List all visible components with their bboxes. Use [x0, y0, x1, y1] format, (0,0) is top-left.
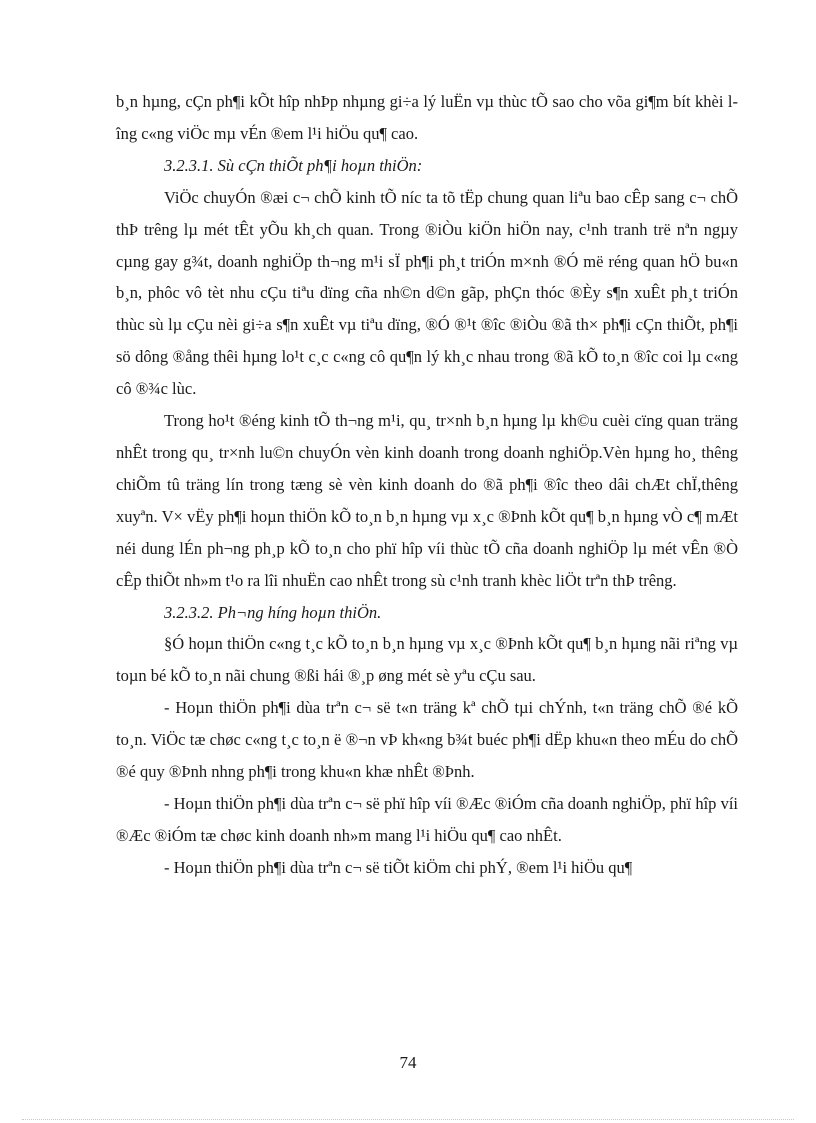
- page-number: 74: [399, 1053, 417, 1072]
- section-heading-3-2-3-1: 3.2.3.1. Sù cÇn thiÕt ph¶i hoµn thiÖn:: [164, 155, 423, 175]
- page-bottom-divider: [22, 1119, 794, 1120]
- paragraph: ViÖc chuyÓn ®æi c¬ chÕ kinh tÕ níc ta tõ tËp chung quan liªu bao cÊp sang c¬ chÕ thÞ trêng lµ mét tÊt yÕu kh¸ch quan. Trong ®iÒu kiÖn hiÖn nay, c¹nh tranh trë nªn ngµy cµng gay g¾t, doanh nghiÖp th¬ng m¹i sÏ ph¶i ph¸t triÓn m×nh ®Ó më réng quan hÖ bu«n b¸n, phôc vô tèt nhu cÇu tiªu dïng cña nh©n d©n gãp, phÇn thóc ®Èy s¶n xuÊt ph¸t triÓn thùc sù lµ cÇu nèi gi÷a s¶n xuÊt vµ tiªu dïng, ®Ó ®¹t ®îc ®iÒu ®ã th× ph¶i cÇn thiÕt, ph¶i sö dông ®ång thêi hµng lo¹t c¸c c«ng cô qu¶n lý kh¸c nhau trong ®ã kÕ to¸n ®îc coi lµ c«ng cô ®¾c lùc.: [116, 187, 738, 399]
- section-heading-3-2-3-2: 3.2.3.2. Ph¬ng híng hoµn thiÖn.: [164, 602, 382, 622]
- paragraph: §Ó hoµn thiÖn c«ng t¸c kÕ to¸n b¸n hµng vµ x¸c ®Þnh kÕt qu¶ b¸n hµng nãi riªng vµ toµn bé kÕ to¸n nãi chung ®ßi hái ®¸p øng mét sè yªu cÇu sau.: [116, 634, 738, 686]
- list-item: - Hoµn thiÖn ph¶i dùa trªn c¬ së phï hîp víi ®Æc ®iÓm cña doanh nghiÖp, phï hîp víi ®Æc ®iÓm tæ chøc kinh doanh nh»m mang l¹i hiÖu qu¶ cao nhÊt.: [116, 793, 738, 845]
- document-body: [116, 86, 738, 884]
- paragraph: Trong ho¹t ®éng kinh tÕ th¬ng m¹i, qu¸ tr×nh b¸n hµng lµ kh©u cuèi cïng quan träng nhÊt trong qu¸ tr×nh lu©n chuyÓn vèn kinh doanh trong doanh nghiÖp.Vèn hµng ho¸ thêng chiÕm tû träng lín trong tæng sè vèn kinh doanh do ®ã ph¶i ®îc theo dâi chÆt chÏ,thêng xuyªn. V× vËy ph¶i hoµn thiÖn kÕ to¸n b¸n hµng vµ x¸c ®Þnh kÕt qu¶ b¸n hµng vÒ c¶ mÆt néi dung lÉn ph¬ng ph¸p kÕ to¸n cho phï hîp víi thùc tÕ cña doanh nghiÖp lµ mét vÊn ®Ò cÊp thiÕt nh»m t¹o ra lîi nhuËn cao nhÊt trong sù c¹nh tranh khèc liÖt trªn thÞ trêng.: [116, 411, 738, 590]
- list-item: - Hoµn thiÖn ph¶i dùa trªn c¬ së t«n träng kª chÕ tµi chÝnh, t«n träng chÕ ®é kÕ to¸n. ViÖc tæ chøc c«ng t¸c to¸n ë ®¬n vÞ kh«ng b¾t buéc ph¶i dËp khu«n theo mÉu do chÕ ®é quy ®Þnh nhng ph¶i trong khu«n khæ nhÊt ®Þnh.: [116, 698, 738, 782]
- paragraph-continuation: b¸n hµng, cÇn ph¶i kÕt hîp nhÞp nhµng gi÷a lý luËn vµ thùc tÕ sao cho võa gi¶m bít khèi lîng c«ng viÖc mµ vÉn ®em l¹i hiÖu qu¶ cao.: [116, 92, 738, 143]
- list-item: - Hoµn thiÖn ph¶i dùa trªn c¬ së tiÕt kiÖm chi phÝ, ®em l¹i hiÖu qu¶: [164, 857, 633, 877]
